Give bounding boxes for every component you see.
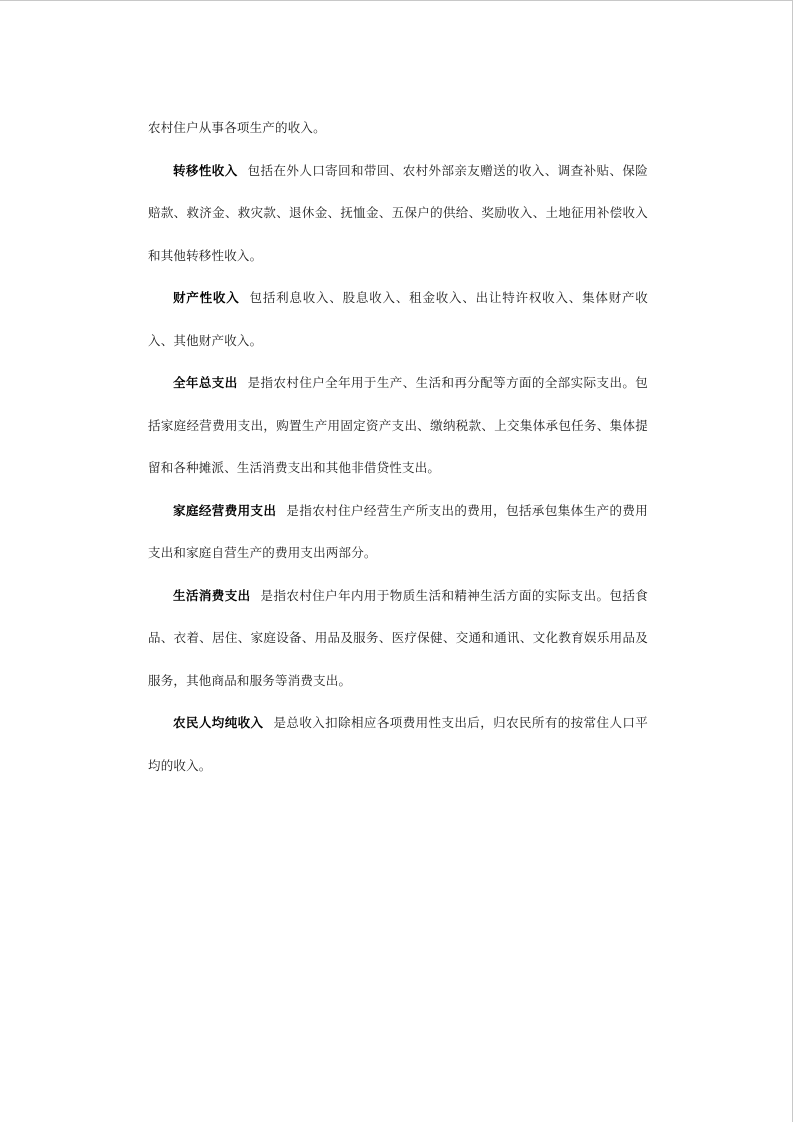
paragraph-net-income-per-capita [148,702,648,787]
paragraph-continuation [148,107,648,150]
term-net-income-per-capita: 农民人均纯收入 [173,715,264,730]
definition-transfer-income: 包括在外人口寄回和带回、农村外部亲友赠送的收入、调查补贴、保险赔款、救济金、救灾款、退休金、抚恤金、五保户的供给、奖励收入、土地征用补偿收入和其他转移性收入。 [148,162,648,263]
term-living-consumption: 生活消费支出 [173,587,251,603]
term-total-expenditure: 全年总支出 [173,375,238,390]
definition-household-operating-expenses: 是指农村住户经营生产所支出的费用，包括承包集体生产的费用支出和家庭自营生产的费用支出两部分。 [148,502,648,560]
definition-property-income: 包括利息收入、股息收入、租金收入、出让特许权收入、集体财产收入、其他财产收入。 [148,290,648,348]
paragraph-transfer-income [148,150,648,278]
term-property-income: 财产性收入 [173,290,240,305]
term-household-operating-expenses: 家庭经营费用支出 [173,502,277,518]
paragraph-total-expenditure [148,362,648,490]
document-body [148,107,648,787]
term-transfer-income: 转移性收入 [173,162,238,178]
paragraph-text: 农村住户从事各项生产的收入。 [148,120,326,135]
paragraph-household-operating-expenses [148,490,648,575]
paragraph-property-income [148,277,648,362]
paragraph-living-consumption [148,575,648,703]
definition-total-expenditure: 是指农村住户全年用于生产、生活和再分配等方面的全部实际支出。包括家庭经营费用支出，购置生产用固定资产支出、缴纳税款、上交集体承包任务、集体提留和各种摊派、生活消费支出和其他非借贷性支出。 [148,375,648,475]
definition-net-income-per-capita: 是总收入扣除相应各项费用性支出后，归农民所有的按常住人口平均的收入。 [148,715,648,773]
definition-living-consumption: 是指农村住户年内用于物质生活和精神生活方面的实际支出。包括食品、衣着、居住、家庭设备、用品及服务、医疗保健、交通和通讯、文化教育娱乐用品及服务，其他商品和服务等消费支出。 [148,587,648,688]
